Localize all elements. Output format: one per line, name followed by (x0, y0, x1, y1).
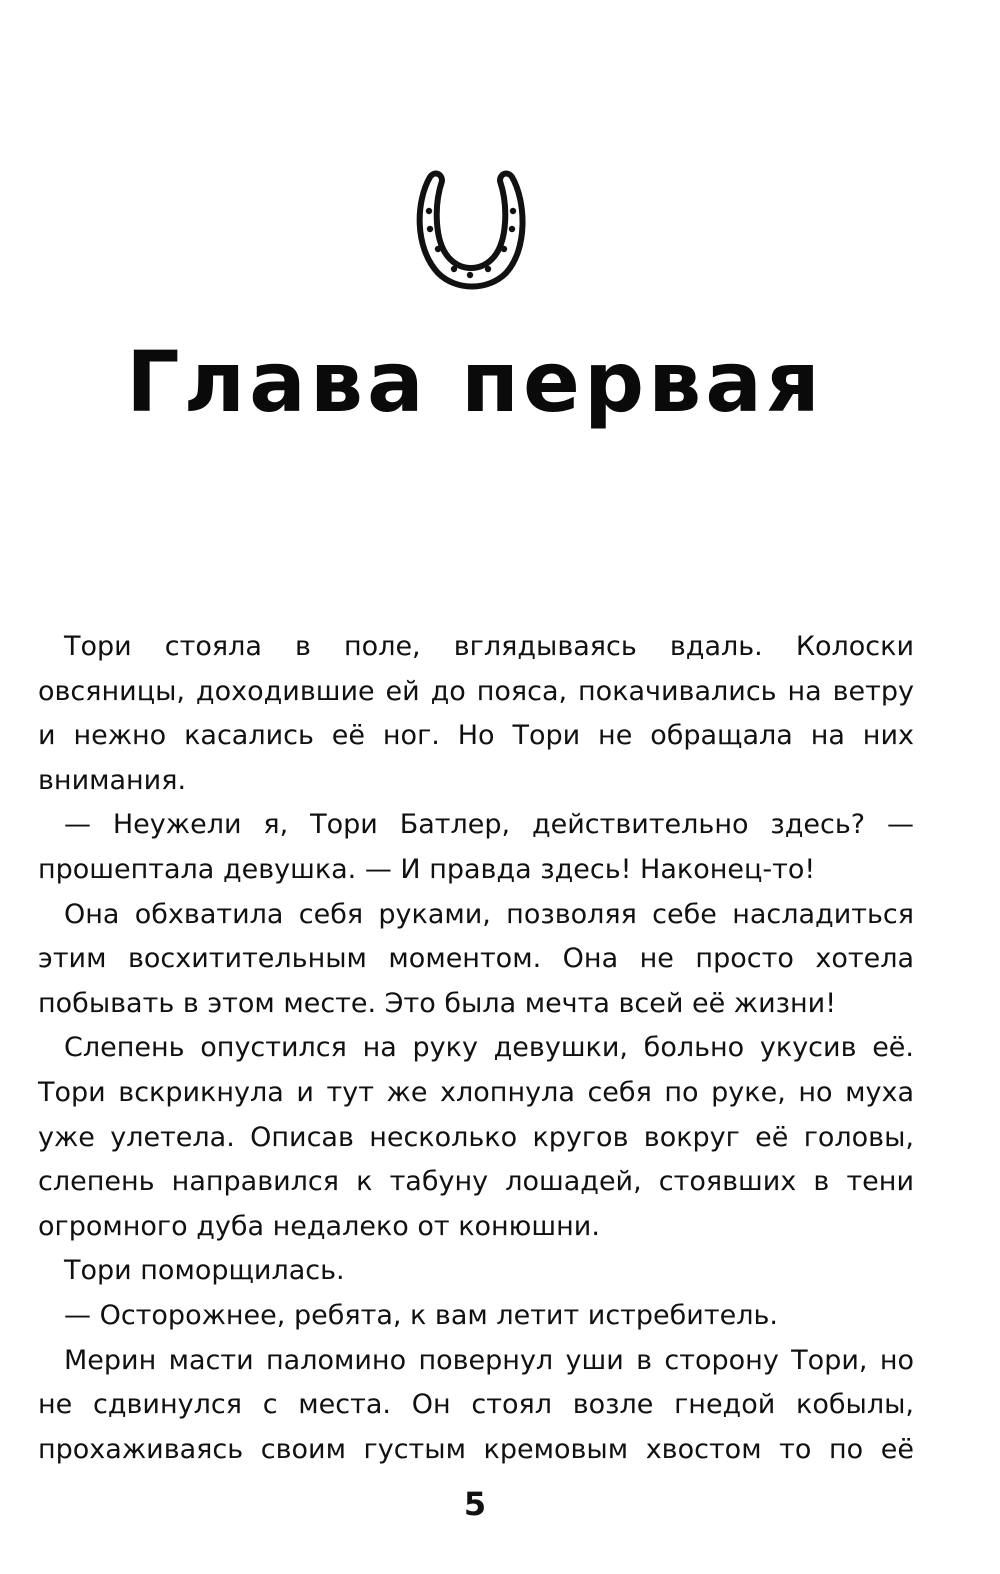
chapter-title: Глава первая (126, 333, 824, 431)
paragraph: Тори стояла в поле, вглядываясь вдаль. Колоски овсяницы, доходившие ей до пояса, покачивались на ветру и нежно касались её ног. Но Тори не обращала на них внимания. (38, 631, 914, 796)
paragraph: — Неужели я, Тори Батлер, действительно здесь? — прошептала девушка. — И правда здесь! Наконец-то! (38, 809, 914, 885)
paragraph: Слепень опустился на руку девушки, больно укусив её. Тори вскрикнула и тут же хлопнула себя по руке, но муха уже улетела. Описав несколько кругов вокруг её головы, слепень направился к табуну лошадей, стоявших в тени огромного дуба недалеко от конюшни. (38, 1032, 914, 1242)
paragraph: Мерин масти паломино повернул уши в сторону Тори, но не сдвинулся с места. Он стоял возле гнедой кобылы, прохаживаясь своим густым кремовым хвостом то по её (38, 1344, 914, 1465)
paragraph: Она обхватила себя руками, позволяя себе насладиться этим восхитительным моментом. Она не просто хотела побывать в этом месте. Это была мечта всей её жизни! (38, 898, 914, 1019)
paragraph: — Осторожнее, ребята, к вам летит истребитель. (64, 1299, 778, 1331)
body-text (38, 625, 914, 1472)
horseshoe-icon (412, 165, 530, 293)
page-number: 5 (463, 1485, 487, 1523)
paragraph: Тори поморщилась. (64, 1255, 345, 1287)
